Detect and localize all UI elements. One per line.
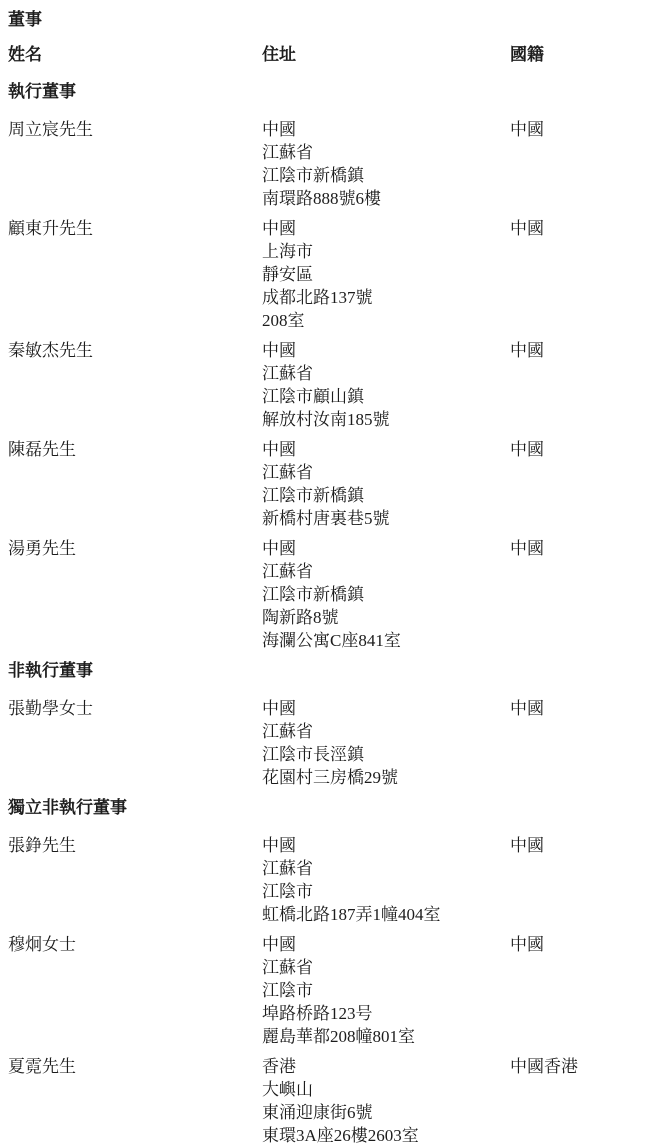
- address-line: 新橋村唐裏巷5號: [262, 509, 390, 528]
- director-row: [8, 438, 650, 530]
- address-line: 江陰市: [262, 882, 313, 901]
- address-line: 中國: [262, 120, 296, 139]
- address-line: 上海市: [262, 242, 313, 261]
- address-line: 埠路桥路123号: [262, 1004, 373, 1023]
- director-nationality: 中國: [510, 935, 544, 954]
- director-name: 秦敏杰先生: [8, 341, 93, 360]
- section-heading: 執行董事: [8, 82, 76, 101]
- director-name: 張勤學女士: [8, 699, 93, 718]
- director-row: [8, 118, 650, 210]
- address-line: 中國: [262, 836, 296, 855]
- column-header-nationality: 國籍: [510, 45, 544, 64]
- address-line: 江陰市長涇鎮: [262, 745, 364, 764]
- address-line: 大嶼山: [262, 1080, 313, 1099]
- address-line: 江蘇省: [262, 364, 313, 383]
- director-row: [8, 834, 650, 926]
- director-name: 夏霓先生: [8, 1057, 76, 1076]
- address-line: 中國: [262, 440, 296, 459]
- director-name: 穆炯女士: [8, 935, 76, 954]
- director-address: [262, 537, 510, 652]
- address-line: 208室: [262, 311, 305, 330]
- director-address: [262, 438, 510, 530]
- address-line: 靜安區: [262, 265, 313, 284]
- address-line: 海瀾公寓C座841室: [262, 631, 401, 650]
- directors-table: [8, 80, 650, 1147]
- director-address: [262, 834, 510, 926]
- director-row: [8, 697, 650, 789]
- address-line: 江蘇省: [262, 562, 313, 581]
- director-name: 陳磊先生: [8, 440, 76, 459]
- address-line: 江蘇省: [262, 859, 313, 878]
- director-nationality: 中國香港: [510, 1057, 578, 1076]
- director-nationality: 中國: [510, 440, 544, 459]
- address-line: 江陰市新橋鎮: [262, 486, 364, 505]
- address-line: 香港: [262, 1057, 296, 1076]
- column-header-address: 住址: [262, 45, 296, 64]
- table-header-row: [8, 43, 650, 66]
- address-line: 江蘇省: [262, 958, 313, 977]
- address-line: 中國: [262, 539, 296, 558]
- address-line: 江陰市新橋鎮: [262, 585, 364, 604]
- address-line: 東環3A座26樓2603室: [262, 1126, 419, 1145]
- address-line: 中國: [262, 935, 296, 954]
- section-heading: 非執行董事: [8, 661, 93, 680]
- address-line: 麗島華都208幢801室: [262, 1027, 415, 1046]
- address-line: 解放村汝南185號: [262, 410, 390, 429]
- director-address: [262, 118, 510, 210]
- director-nationality: 中國: [510, 699, 544, 718]
- director-name: 湯勇先生: [8, 539, 76, 558]
- director-row: [8, 217, 650, 332]
- director-name: 張錚先生: [8, 836, 76, 855]
- director-row: [8, 537, 650, 652]
- section-heading: 獨立非執行董事: [8, 798, 127, 817]
- director-name: 顧東升先生: [8, 219, 93, 238]
- address-line: 江陰市顧山鎮: [262, 387, 364, 406]
- director-address: [262, 933, 510, 1048]
- director-name: 周立宸先生: [8, 120, 93, 139]
- address-line: 江蘇省: [262, 143, 313, 162]
- director-row: [8, 339, 650, 431]
- column-header-name: 姓名: [8, 45, 42, 64]
- page-title: 董事: [8, 10, 42, 29]
- address-line: 南環路888號6樓: [262, 189, 381, 208]
- director-nationality: 中國: [510, 219, 544, 238]
- address-line: 江蘇省: [262, 463, 313, 482]
- director-address: [262, 1055, 510, 1147]
- address-line: 花園村三房橋29號: [262, 768, 398, 787]
- director-nationality: 中國: [510, 539, 544, 558]
- address-line: 陶新路8號: [262, 608, 339, 627]
- address-line: 江陰市新橋鎮: [262, 166, 364, 185]
- director-row: [8, 1055, 650, 1147]
- address-line: 東涌迎康街6號: [262, 1103, 373, 1122]
- address-line: 中國: [262, 219, 296, 238]
- director-address: [262, 697, 510, 789]
- director-row: [8, 933, 650, 1048]
- address-line: 中國: [262, 699, 296, 718]
- address-line: 江陰市: [262, 981, 313, 1000]
- director-nationality: 中國: [510, 341, 544, 360]
- director-address: [262, 339, 510, 431]
- address-line: 成都北路137號: [262, 288, 373, 307]
- director-nationality: 中國: [510, 120, 544, 139]
- address-line: 虹橋北路187弄1幢404室: [262, 905, 441, 924]
- director-address: [262, 217, 510, 332]
- address-line: 中國: [262, 341, 296, 360]
- director-nationality: 中國: [510, 836, 544, 855]
- address-line: 江蘇省: [262, 722, 313, 741]
